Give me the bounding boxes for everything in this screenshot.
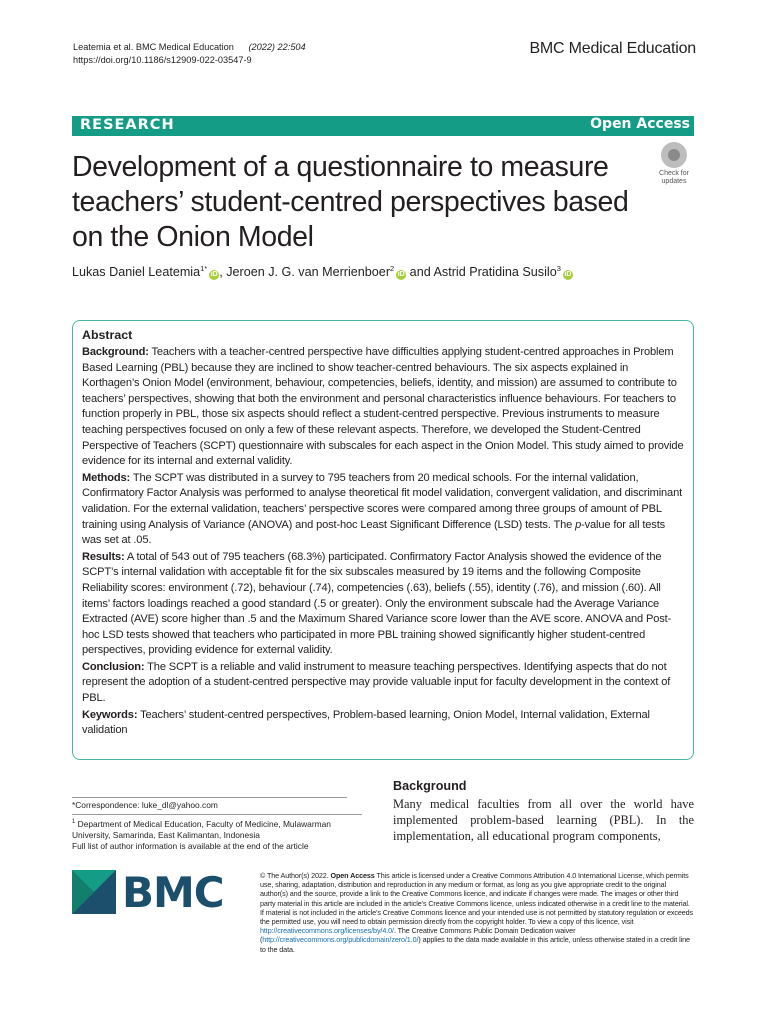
check-updates-line2: updates (661, 177, 687, 185)
orcid-icon[interactable]: iD (564, 271, 572, 279)
license-text-2: . The Creative Commons Public Domain Dedication waiver ( (260, 926, 576, 945)
background-label: Background: (82, 346, 149, 358)
abstract-heading: Abstract (82, 328, 133, 342)
bmc-logo (72, 870, 232, 920)
methods-text-2: -value for all tests was set at .05. (82, 518, 666, 547)
license-oa: Open Access (330, 871, 375, 880)
methods-text-1: The SCPT was distributed in a survey to 795 teachers from 20 medical schools. For the internal validation, Confirmatory Factor Analysis was performed to analyse theoretical fit model validation, convergent validation, and discriminant validation. For the external validation, teachers’ perspective scores were compared among three groups of amount of PBL training using Analysis of Variance (ANOVA) and post-hoc Least Significant Difference (LSD) tests. The (82, 471, 683, 531)
background-text: Teachers with a teacher-centred perspective have difficulties applying student-centred approaches in Problem Based Learning (PBL) because they are inclined to show teacher-centred behaviours. The six aspects explained in Korthagen’s Onion Model (environment, behaviour, competencies, beliefs, identity, and mission) are assumed to contribute to teachers’ perspectives, showing that both the environment and personal characteristics influence behaviours. For teachers to function properly in PBL, those six aspects should reflect a student-centred perspective. Previous instruments to measure teaching perspectives focused on only a few of these relevant aspects. Therefore, we developed the Student-Centred Perspective of Teachers (SCPT) questionnaire with subscales for each aspect in the Onion Model. This study aimed to provide evidence for its internal and external validity. (82, 346, 684, 468)
article-title: Development of a questionnaire to measure teachers’ student-centred perspectives based on the Onion Model (72, 151, 629, 253)
correspondence-note: *Correspondence: luke_dl@yahoo.com (72, 797, 347, 811)
journal-name: BMC Medical Education (529, 40, 696, 57)
orcid-icon[interactable]: iD (397, 271, 405, 279)
author-list (72, 264, 573, 280)
author-2-sup: 2 (390, 264, 395, 273)
article-type-banner (72, 116, 694, 136)
author-3-sup: 3 (556, 264, 561, 273)
abstract-results (82, 550, 685, 659)
cc-zero-link[interactable]: http://creativecommons.org/publicdomain/zero/1.0/ (262, 935, 419, 945)
check-updates-line1: Check for (659, 170, 689, 177)
running-header (73, 41, 306, 67)
license-statement (260, 871, 694, 954)
license-prefix: © The Author(s) 2022. (260, 871, 331, 880)
article-type-label: RESEARCH (80, 117, 175, 133)
author-3: and Astrid Pratidina Susilo (406, 265, 557, 280)
affiliation-sup: 1 (72, 819, 76, 825)
abstract-keywords (82, 708, 685, 739)
open-access-label: Open Access (590, 116, 690, 132)
cc-by-link[interactable]: http://creativecommons.org/licenses/by/4.0/ (260, 926, 394, 936)
abstract-methods (82, 471, 685, 549)
full-author-info-note: Full list of author information is available at the end of the article (72, 840, 309, 851)
keywords-text: Teachers’ student-centred perspectives, Problem-based learning, Onion Model, Internal validation, External validation (82, 708, 650, 737)
check-updates-icon (661, 142, 687, 168)
body-paragraph: Many medical faculties from all over the world have implemented problem-based learning (PBL). In the implementation, all educational program components, (393, 797, 694, 843)
orcid-icon[interactable]: iD (210, 271, 218, 279)
results-text: A total of 543 out of 795 teachers (68.3%) participated. Confirmatory Factor Analysis showed the evidence of the SCPT’s internal validation with acceptable fit for the six subscales measured by 19 items and the following Composite Reliability scores: environment (.72), behaviour (.74), competencies (.63), beliefs (.55), identity (.76), and mission (.60). All items’ factors loadings reached a good standard (.5 or greater). Only the environment subscale had the Average Variance Extracted (AVE) score higher than .5 and the Maximum Shared Variance score lower than the AVE score. ANOVA and Post-hoc LSD tests showed that teachers who participated in more PBL training showed significantly higher student-centred perspectives, providing evidence for external validity. (82, 550, 672, 657)
abstract-box (72, 320, 694, 760)
conclusion-label: Conclusion: (82, 660, 145, 673)
author-2: , Jeroen J. G. van Merrienboer (219, 265, 391, 280)
doi-link[interactable]: https://doi.org/10.1186/s12909-022-03547-9 (73, 55, 252, 65)
license-text-1: This article is licensed under a Creative Commons Attribution 4.0 International License, which permits use, sharing, adaptation, distribution and reproduction in any medium or format, as long as you give appropriate credit to the original author(s) and the source, provide a link to the Creative Commons licence, and indicate if changes were made. The images or other third party material in this article are included in the article’s Creative Commons licence, unless indicated otherwise in a credit line to the material. If material is not included in the article’s Creative Commons licence and your intended use is not permitted by statutory regulation or exceeds the permitted use, you will need to obtain permission directly from the copyright holder. To view a copy of this licence, visit (260, 871, 694, 927)
author-1: Lukas Daniel Leatemia (72, 265, 201, 280)
bmc-logo-mark (72, 870, 116, 914)
affiliation-text: Department of Medical Education, Faculty of Medicine, Mulawarman University, Samarinda, East Kalimantan, Indonesia (72, 818, 331, 840)
license-text-3: ) applies to the data made available in this article, unless otherwise stated in a credit line to the data. (260, 935, 690, 954)
methods-label: Methods: (82, 471, 131, 484)
conclusion-text: The SCPT is a reliable and valid instrument to measure teaching perspectives. Identifying aspects that do not represent the adoption of a student-centred perspective may provide valuable input for faculty development in the context of PBL. (82, 660, 671, 705)
methods-italic: p (575, 518, 582, 531)
keywords-label: Keywords: (82, 708, 138, 721)
check-for-updates-button[interactable] (653, 142, 695, 185)
abstract-background (82, 345, 685, 470)
citation: Leatemia et al. BMC Medical Education (73, 42, 234, 52)
bmc-logo-text: BMC (122, 868, 224, 917)
results-label: Results: (82, 550, 125, 563)
affiliation-note (72, 814, 362, 852)
section-heading-background: Background (393, 779, 467, 793)
author-1-sup: 1* (200, 264, 208, 273)
year-volume: (2022) 22:504 (248, 42, 306, 52)
abstract-conclusion (82, 660, 685, 707)
